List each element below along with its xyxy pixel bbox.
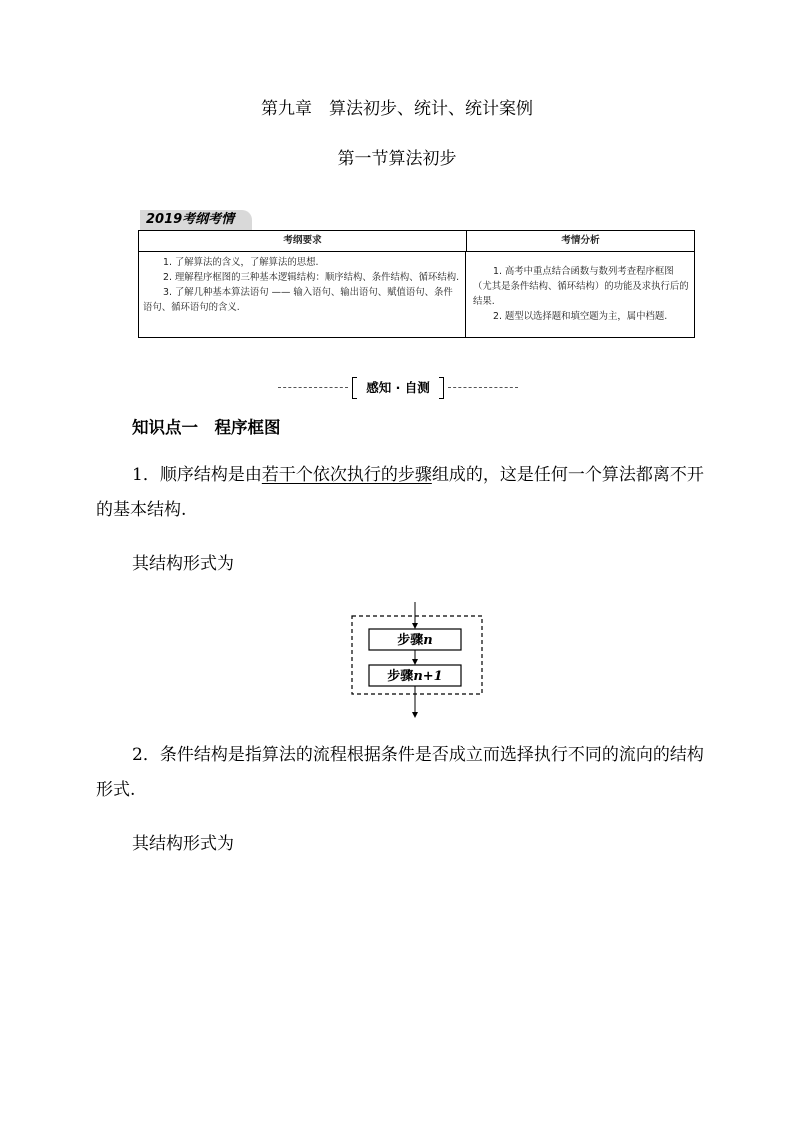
exam-table (138, 230, 695, 338)
divider-bracket-right (439, 377, 444, 399)
exam-requirements-cell (139, 252, 466, 337)
para1-before: 1．顺序结构是由 (132, 465, 262, 485)
requirement-item: 2. 理解程序框图的三种基本逻辑结构：顺序结构、条件结构、循环结构. (163, 272, 460, 283)
exam-box-label: 2019考纲考情 (140, 210, 252, 230)
exam-analysis-cell (467, 252, 694, 337)
sequential-structure-flowchart (340, 600, 490, 718)
analysis-item: 1. 高考中重点结合函数与数列考查程序框图（尤其是条件结构、循环结构）的功能及求执行后的结果. (473, 266, 689, 307)
chapter-title: 第九章 算法初步、统计、统计案例 (261, 99, 533, 119)
requirement-item: 1. 了解算法的含义，了解算法的思想. (163, 257, 319, 268)
structure-form-label-2: 其结构形式为 (132, 834, 234, 854)
exam-table-header-requirements: 考纲要求 (139, 231, 467, 252)
requirement-item: 3. 了解几种基本算法语句 —— 输入语句、输出语句、赋值语句、条件语句、循环语句的含义. (143, 287, 453, 313)
knowledge-point-title: 知识点一 程序框图 (132, 418, 281, 437)
divider-label: 感知 · 自测 (366, 380, 430, 395)
divider-dash-right (448, 387, 518, 388)
paragraph-sequential-structure (96, 458, 706, 528)
para1-underlined: 若干个依次执行的步骤 (261, 465, 432, 485)
exam-table-header-analysis: 考情分析 (467, 231, 694, 252)
paragraph-conditional-structure: 2．条件结构是指算法的流程根据条件是否成立而选择执行不同的流向的结构形式. (96, 745, 704, 800)
section-title: 第一节算法初步 (337, 149, 457, 169)
divider-dash-left (278, 387, 348, 388)
structure-form-label: 其结构形式为 (132, 554, 234, 574)
flowchart-step-n1-label: 步骤n+1 (387, 669, 443, 684)
section-divider (278, 376, 518, 400)
flowchart-step-n-label: 步骤n (397, 633, 433, 648)
para1-after: 组成的，这是任何一个算法都离不开的基本结构. (96, 465, 704, 520)
analysis-item: 2. 题型以选择题和填空题为主，属中档题. (493, 311, 668, 322)
